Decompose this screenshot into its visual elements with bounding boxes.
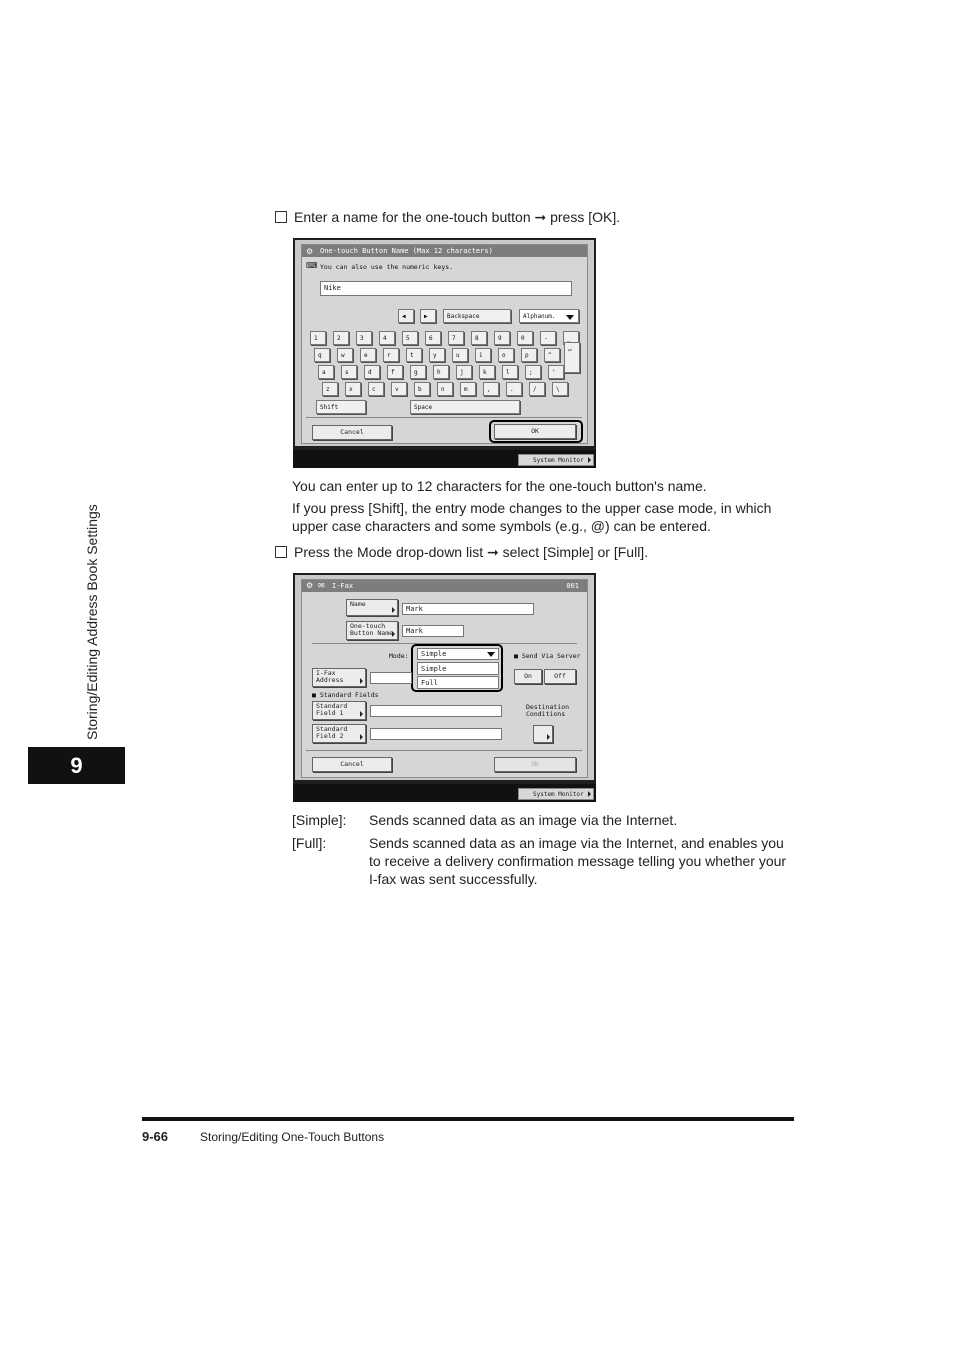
chevron-down-icon — [487, 652, 495, 657]
step-1-text: Enter a name for the one-touch button ➞ press [OK]. — [294, 209, 621, 225]
send-via-server-text: Send Via Server — [521, 652, 581, 660]
cursor-left-button[interactable]: ◀ — [398, 309, 414, 323]
key-button[interactable]: . — [506, 382, 522, 396]
chapter-number-tab: 9 — [28, 747, 125, 784]
key-button[interactable]: ^ — [544, 348, 560, 362]
arrow-right-icon — [392, 631, 395, 637]
arrow-right-icon — [588, 457, 591, 463]
name-input[interactable]: Nike — [320, 281, 572, 296]
checkbox-bullet-icon — [275, 211, 287, 223]
key-button[interactable]: i — [475, 348, 491, 362]
standard-field-1-label: Standard Field 1 — [316, 702, 348, 717]
key-button[interactable]: y — [429, 348, 445, 362]
settings-icon: ⚙ — [306, 247, 314, 256]
key-button[interactable]: 6 — [425, 331, 441, 345]
mode-select[interactable] — [519, 309, 579, 323]
dialog-title: One-touch Button Name (Max 12 characters) — [302, 245, 587, 257]
key-button[interactable]: / — [529, 382, 545, 396]
enter-button[interactable]: ↵ — [564, 342, 580, 373]
key-button[interactable]: l — [502, 365, 518, 379]
key-button[interactable]: m — [460, 382, 476, 396]
page-number: 9-66 — [142, 1129, 169, 1144]
note-2: If you press [Shift], the entry mode changes to the upper case mode, in which upper case characters and some symbols (e.g., @) can be entered. — [292, 500, 772, 534]
step-2-text: Press the Mode drop-down list ➞ select [Simple] or [Full]. — [294, 544, 649, 560]
divider — [306, 750, 582, 751]
one-touch-name-label: One-touch Button Name — [350, 622, 394, 637]
key-button[interactable]: f — [387, 365, 403, 379]
definition-desc: Sends scanned data as an image via the Internet. — [369, 812, 678, 828]
backspace-button[interactable]: Backspace — [443, 309, 511, 323]
ok-label: OK — [531, 760, 539, 768]
key-button[interactable]: 1 — [310, 331, 326, 345]
status-bar — [293, 450, 596, 468]
key-button[interactable]: ' — [548, 365, 564, 379]
send-via-server-label: ■ Send Via Server — [514, 652, 581, 660]
key-button[interactable]: \ — [552, 382, 568, 396]
settings-icon: ⚙ — [306, 581, 314, 590]
key-button[interactable]: a — [318, 365, 334, 379]
key-button[interactable]: d — [364, 365, 380, 379]
key-button[interactable]: 0 — [517, 331, 533, 345]
on-button[interactable]: On — [514, 669, 542, 684]
system-monitor-button[interactable] — [518, 788, 594, 800]
name-field[interactable]: Mark — [402, 603, 534, 615]
arrow-right-icon — [588, 791, 591, 797]
entry-number: 001 — [566, 582, 579, 590]
step-1 — [275, 208, 620, 226]
ifax-icon: ✉ — [318, 581, 325, 590]
cancel-button[interactable]: Cancel — [312, 425, 392, 440]
key-button[interactable]: x — [345, 382, 361, 396]
one-touch-name-field[interactable]: Mark — [402, 625, 464, 637]
mode-select-value: Alphanum. — [523, 313, 556, 320]
screen-panel — [295, 240, 594, 446]
shift-button[interactable]: Shift — [316, 400, 366, 414]
screenshot-ifax — [293, 573, 596, 802]
option-full[interactable]: Full — [417, 676, 499, 689]
key-button[interactable]: g — [410, 365, 426, 379]
key-button[interactable]: _ — [563, 331, 579, 345]
dialog — [301, 244, 588, 444]
standard-fields-text: Standard Fields — [319, 691, 379, 699]
destination-conditions-label: Destination Conditions — [526, 703, 570, 718]
key-button[interactable]: o — [498, 348, 514, 362]
ifax-address-label: I-Fax Address — [316, 669, 344, 684]
footer-rule — [142, 1117, 794, 1121]
cursor-right-button[interactable]: ▶ — [420, 309, 436, 323]
status-bar — [293, 784, 596, 802]
standard-field-1-button[interactable] — [312, 701, 366, 720]
definition-term: [Full]: — [292, 835, 327, 851]
key-button[interactable]: s — [341, 365, 357, 379]
ifax-address-field[interactable] — [370, 672, 412, 684]
destination-conditions-button[interactable] — [533, 725, 553, 743]
key-button[interactable]: c — [368, 382, 384, 396]
key-button[interactable]: 8 — [471, 331, 487, 345]
arrow-right-icon — [360, 734, 363, 740]
name-button[interactable] — [346, 599, 398, 616]
mode-dropdown[interactable] — [417, 648, 499, 660]
screen-panel — [295, 575, 594, 780]
arrow-right-icon — [547, 734, 550, 740]
arrow-right-icon — [392, 607, 395, 613]
key-button[interactable]: w — [337, 348, 353, 362]
checkbox-bullet-icon — [275, 546, 287, 558]
key-button[interactable]: 2 — [333, 331, 349, 345]
standard-field-2-label: Standard Field 2 — [316, 725, 348, 740]
standard-field-2-input[interactable] — [370, 728, 502, 740]
chevron-down-icon — [566, 315, 574, 320]
key-button[interactable]: , — [483, 382, 499, 396]
system-monitor-label: System Monitor — [533, 791, 584, 798]
ok-button[interactable] — [494, 424, 576, 439]
key-button[interactable]: e — [360, 348, 376, 362]
hint-text: You can also use the numeric keys. — [320, 263, 454, 271]
key-button[interactable]: v — [391, 382, 407, 396]
dialog-title-bar — [302, 580, 587, 592]
standard-fields-label: ■ Standard Fields — [312, 691, 379, 699]
key-button[interactable]: 5 — [402, 331, 418, 345]
note-1: You can enter up to 12 characters for the one-touch button's name. — [292, 478, 707, 494]
mode-label: Mode: — [389, 652, 409, 660]
off-button[interactable]: Off — [544, 669, 576, 684]
key-button[interactable]: 7 — [448, 331, 464, 345]
key-button[interactable]: b — [414, 382, 430, 396]
key-button[interactable]: n — [437, 382, 453, 396]
key-button[interactable]: h — [433, 365, 449, 379]
key-button[interactable]: u — [452, 348, 468, 362]
divider — [306, 417, 582, 418]
one-touch-name-button[interactable] — [346, 621, 398, 640]
ok-label: OK — [531, 427, 539, 435]
system-monitor-button[interactable] — [518, 454, 594, 466]
key-button[interactable]: ; — [525, 365, 541, 379]
screenshot-name-entry — [293, 238, 596, 468]
ifax-address-button[interactable] — [312, 668, 366, 687]
standard-field-1-input[interactable] — [370, 705, 502, 717]
definition-term: [Simple]: — [292, 812, 347, 828]
key-button[interactable]: t — [406, 348, 422, 362]
step-2 — [275, 543, 648, 561]
mode-dropdown-value: Simple — [421, 650, 447, 658]
cancel-button[interactable]: Cancel — [312, 757, 392, 772]
keypad-icon: ⌨ — [306, 261, 318, 270]
arrow-right-icon — [360, 711, 363, 717]
key-button[interactable]: 9 — [494, 331, 510, 345]
system-monitor-label: System Monitor — [533, 457, 584, 464]
arrow-right-icon — [360, 678, 363, 684]
dialog — [301, 579, 588, 778]
space-button[interactable]: Space — [410, 400, 520, 414]
chapter-title-vertical: Storing/Editing Address Book Settings — [84, 504, 100, 740]
name-button-label: Name — [350, 600, 366, 608]
key-button[interactable]: p — [521, 348, 537, 362]
dialog-title: I-Fax — [332, 582, 354, 590]
key-button[interactable]: 4 — [379, 331, 395, 345]
key-button[interactable]: 3 — [356, 331, 372, 345]
key-button[interactable]: - — [540, 331, 556, 345]
key-button[interactable]: j — [456, 365, 472, 379]
definition-desc: Sends scanned data as an image via the Internet, and enables you to receive a delivery confirmation message telling you whether your I-fax was sent successfully. — [369, 835, 787, 887]
key-button[interactable]: r — [383, 348, 399, 362]
key-button[interactable]: q — [314, 348, 330, 362]
key-button[interactable]: z — [322, 382, 338, 396]
standard-field-2-button[interactable] — [312, 724, 366, 743]
footer-title: Storing/Editing One-Touch Buttons — [200, 1130, 385, 1144]
key-button[interactable]: k — [479, 365, 495, 379]
option-simple[interactable]: Simple — [417, 662, 499, 675]
ok-button-disabled[interactable] — [494, 757, 576, 772]
